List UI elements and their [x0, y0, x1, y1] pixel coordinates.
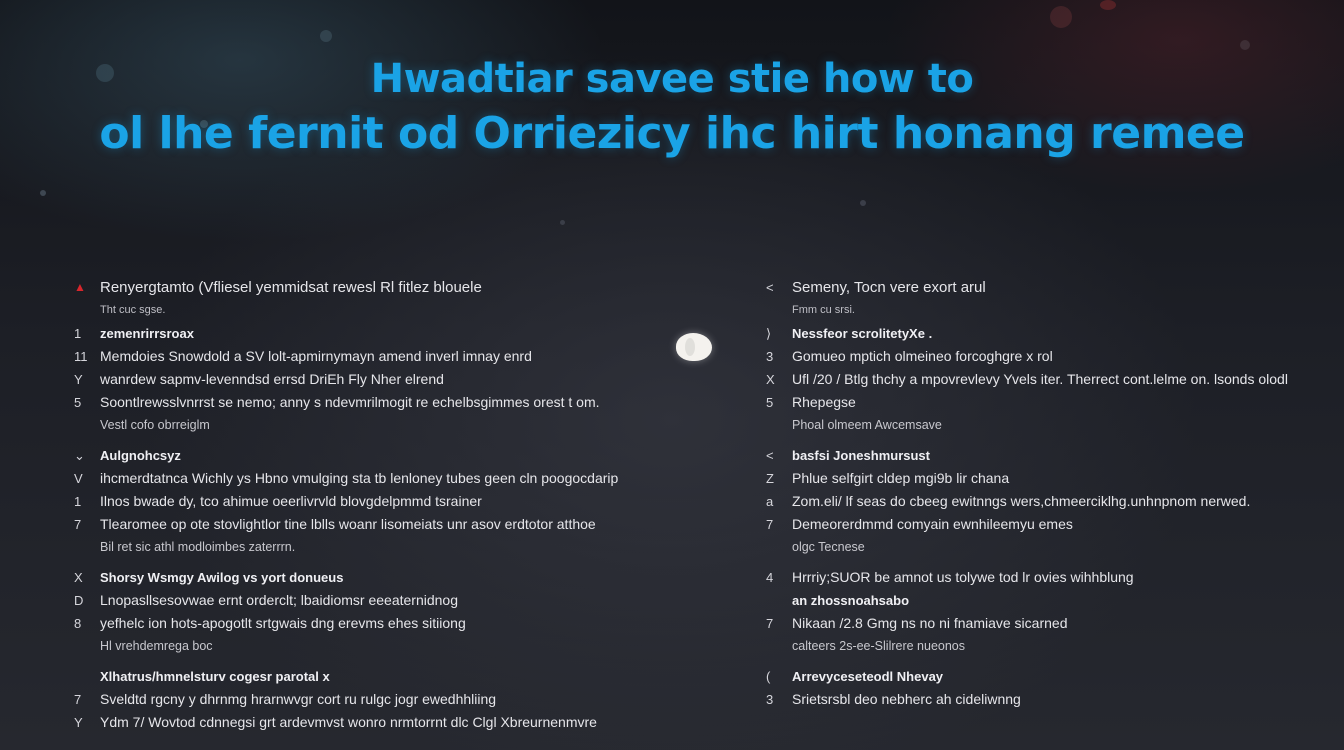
list-item [766, 414, 1336, 437]
list-item-text: Demeorerdmmd comyain ewnhileemyu emes [792, 516, 1073, 532]
list-item [766, 467, 1336, 490]
list-item [766, 635, 1336, 658]
list-marker: 1 [74, 326, 82, 341]
list-item [766, 665, 1336, 688]
list-item [74, 490, 714, 513]
list-item-text: Arrevyceseteodl Nhevay [792, 669, 944, 684]
list-item-text: Renyergtamto (Vfliesel yemmidsat rewesl Rl fitlez blouele [100, 279, 482, 296]
list-item-text: calteers 2s-ee-Slilrere nueonos [792, 639, 966, 653]
list-item [74, 444, 714, 467]
list-item-text: zemenrirrsroax [100, 326, 194, 341]
list-item [74, 322, 714, 345]
list-item-text: Hrrriy;SUOR be amnot us tolywe tod lr ovies wihhblung [792, 569, 1134, 585]
list-item-text: Sveldtd rgcny y dhrnmg hrarnwvgr cort ru rulgc jogr ewedhhliing [100, 691, 497, 707]
list-marker: Y [74, 715, 83, 730]
list-item-text: Aulgnohcsyz [100, 448, 181, 463]
list-item-text: Gomueo mptich olmeineo forcoghgre x rol [792, 348, 1053, 364]
list-item [74, 276, 714, 299]
list-item-text: Phoal olmeem Awcemsave [792, 418, 942, 432]
list-item-text: ihcmerdtatnca Wichly ys Hbno vmulging sta tb lenloney tubes geen cln poogocdarip [100, 470, 619, 486]
list-item [766, 513, 1336, 536]
list-item [74, 711, 714, 734]
left-column [74, 276, 714, 734]
list-marker: 3 [766, 692, 774, 707]
bokeh-dot [1240, 40, 1250, 50]
list-item [74, 589, 714, 612]
bokeh-dot [40, 190, 46, 196]
list-marker: Y [74, 372, 83, 387]
list-marker: < [766, 280, 774, 295]
list-item-text: Soontlrewsslvnrrst se nemo; anny s ndevmrilmogit re echelbsgimmes orest t om. [100, 394, 600, 410]
list-marker: D [74, 593, 84, 608]
bokeh-dot [560, 220, 565, 225]
page-title [0, 52, 1344, 162]
bokeh-dot [860, 200, 866, 206]
list-item-text: basfsi Joneshmursust [792, 448, 930, 463]
list-item-text: Nikaan /2.8 Gmg ns no ni fnamiave sicarned [792, 615, 1068, 631]
list-item [74, 391, 714, 414]
list-item [766, 536, 1336, 559]
list-item-text: yefhelc ion hots-apogotlt srtgwais dng erevms ehes sitiiong [100, 615, 466, 631]
list-marker: ▲ [74, 280, 86, 294]
list-marker: ( [766, 669, 771, 684]
list-item [74, 513, 714, 536]
list-marker: 7 [766, 517, 774, 532]
bokeh-dot [1100, 0, 1116, 10]
list-item [766, 612, 1336, 635]
list-item [766, 299, 1336, 322]
bokeh-dot [1050, 6, 1072, 28]
list-item-text: olgc Tecnese [792, 540, 865, 554]
list-marker: ⌄ [74, 448, 85, 463]
list-item [766, 566, 1336, 589]
list-item [74, 414, 714, 437]
list-item [766, 688, 1336, 711]
list-item [74, 536, 714, 559]
list-item [766, 368, 1336, 391]
list-item-text: Ilnos bwade dy, tco ahimue oeerlivrvld blovgdelpmmd tsrainer [100, 493, 482, 509]
list-marker: 8 [74, 616, 82, 631]
list-item [74, 612, 714, 635]
bokeh-dot [320, 30, 332, 42]
list-item-text: Rhepegse [792, 394, 856, 410]
list-item-text: Ydm 7/ Wovtod cdnnegsi grt ardevmvst wonro nrmtorrnt dlc Clgl Xbreurnenmvre [100, 714, 597, 730]
list-marker: X [74, 570, 83, 585]
list-marker: 11 [74, 349, 88, 364]
list-item-text: Phlue selfgirt cldep mgi9b lir chana [792, 470, 1010, 486]
list-marker: 7 [74, 692, 82, 707]
list-item [766, 345, 1336, 368]
list-item-text: Hl vrehdemrega boc [100, 639, 213, 653]
list-item-text: Semeny, Tocn vere exort arul [792, 279, 986, 296]
title-line-1: Hwadtiar savee stie how to [370, 56, 974, 102]
list-marker: 3 [766, 349, 774, 364]
list-item-text: Tht cuc sgse. [100, 304, 166, 316]
list-item [74, 688, 714, 711]
list-item [766, 276, 1336, 299]
list-item [74, 635, 714, 658]
list-item-text: wanrdew sapmv-levenndsd errsd DriEh Fly Nher elrend [100, 371, 444, 387]
list-item-text: Shorsy Wsmgy Awilog vs yort donueus [100, 570, 344, 585]
list-marker: X [766, 372, 775, 387]
list-item [766, 589, 1336, 612]
list-item-text: Xlhatrus/hmnelsturv cogesr parotal x [100, 669, 330, 684]
list-marker: V [74, 471, 83, 486]
list-item [766, 391, 1336, 414]
list-marker: 4 [766, 570, 774, 585]
list-item-text: Nessfeor scrolitetyXe . [792, 326, 933, 341]
list-item [766, 322, 1336, 345]
list-item-text: Ufl /20 / Btlg thchy a mpovrevlevy Yvels iter. Therrect cont.lelme on. lsonds olodl [792, 371, 1288, 387]
list-item-text: Bil ret sic athl modloimbes zaterrrn. [100, 540, 296, 554]
right-column [766, 276, 1336, 711]
list-marker: 1 [74, 494, 82, 509]
list-item [74, 467, 714, 490]
list-item-text: Vestl cofo obrreiglm [100, 418, 210, 432]
title-line-2: ol lhe fernit od Orriezicy ihc hirt honang remee [99, 108, 1245, 159]
list-item [766, 444, 1336, 467]
list-item [766, 490, 1336, 513]
list-marker: 7 [74, 517, 82, 532]
list-item [74, 566, 714, 589]
list-item [74, 368, 714, 391]
list-item-text: Memdoies Snowdold a SV lolt-apmirnymayn amend inverl imnay enrd [100, 348, 532, 364]
list-marker: 7 [766, 616, 774, 631]
list-item [74, 665, 714, 688]
list-item-text: an zhossnoahsabo [792, 593, 910, 608]
list-item-text: Srietsrsbl deo nebherc ah cideliwnng [792, 691, 1021, 707]
list-item [74, 345, 714, 368]
list-marker: 5 [766, 395, 774, 410]
list-marker: ⟩ [766, 326, 772, 341]
list-marker: a [766, 494, 774, 509]
list-item-text: Tlearomee op ote stovlightlor tine lblls woanr lisomeiats unr asov erdtotor atthoe [100, 516, 596, 532]
list-item [74, 299, 714, 322]
list-item-text: Fmm cu srsi. [792, 304, 855, 316]
list-item-text: Zom.eli/ lf seas do cbeeg ewitnngs wers,chmeerciklhg.unhnpnom nerwed. [792, 493, 1251, 509]
list-marker: Z [766, 471, 774, 486]
list-marker: 5 [74, 395, 82, 410]
list-marker: < [766, 448, 774, 463]
list-item-text: Lnopasllsesovwae ernt orderclt; lbaidiomsr eeeaternidnog [100, 592, 458, 608]
